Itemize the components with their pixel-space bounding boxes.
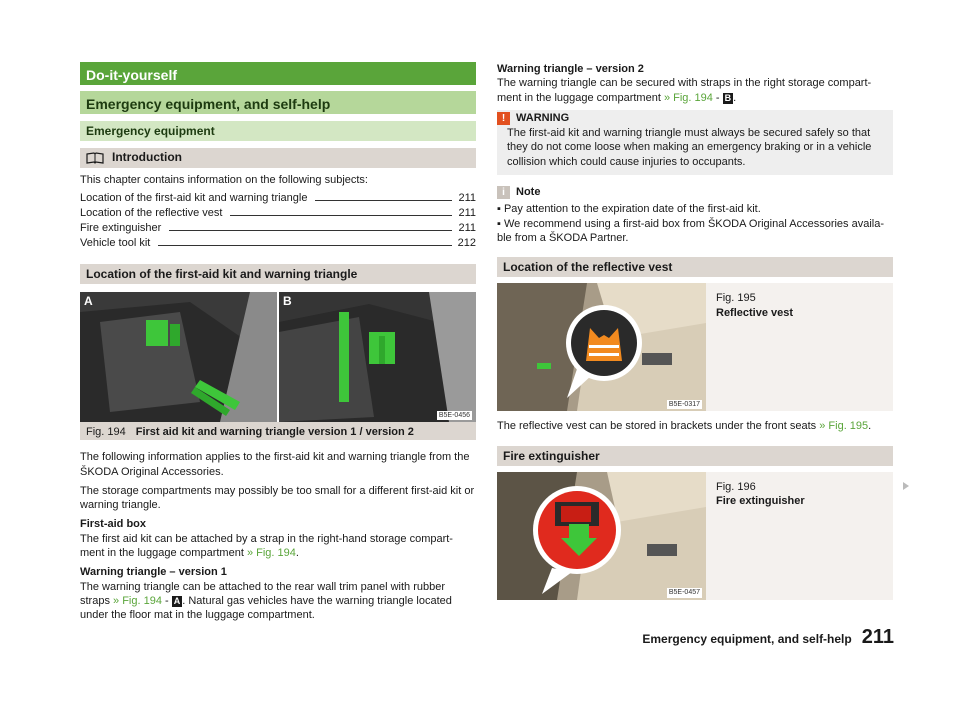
toc-list	[80, 190, 476, 250]
trunk-illustration-a	[80, 292, 277, 422]
figure-number: Fig. 195	[716, 292, 756, 305]
wt1-heading: Warning triangle – version 1	[80, 566, 227, 579]
page-footer	[642, 624, 894, 650]
wt2-heading: Warning triangle – version 2	[497, 63, 644, 75]
fire-heading: Fire extinguisher	[497, 446, 893, 466]
right-column	[497, 62, 893, 600]
footer-title: Emergency equipment, and self-help	[642, 632, 852, 646]
book-icon	[86, 152, 104, 164]
toc-item[interactable]: Location of the reflective vest 211	[80, 207, 476, 219]
left-column	[80, 62, 476, 623]
warning-icon: !	[497, 112, 510, 125]
trunk-illustration-b	[279, 292, 476, 422]
figure-title: First aid kit and warning triangle version 1 / version 2	[135, 426, 414, 439]
figure-link[interactable]: » Fig. 194	[663, 91, 713, 104]
seat-extinguisher-illustration	[497, 472, 706, 600]
figure-195-image: B5E-0317	[497, 283, 706, 411]
toc-item[interactable]: Location of the first-aid kit and warning triangle 211	[80, 192, 476, 204]
continue-arrow-icon	[903, 482, 909, 490]
figure-196-image: B5E-0457	[497, 472, 706, 600]
panel-badge-b: B	[724, 92, 732, 103]
firstaid-heading: First-aid box	[80, 518, 147, 531]
figure-195-caption	[706, 283, 803, 411]
figure-title: Fire extinguisher	[716, 494, 805, 507]
figure-194-panel-b: B B5E-0456	[279, 292, 476, 422]
figure-194-panel-a: A	[80, 292, 277, 422]
note-item: ▪ Pay attention to the expiration date of the first-aid kit.	[497, 203, 761, 216]
figure-link[interactable]: » Fig. 195	[819, 420, 869, 433]
figure-195	[497, 283, 893, 411]
warning-box	[497, 110, 893, 175]
vest-heading: Location of the reflective vest	[497, 257, 893, 277]
info-icon: i	[497, 186, 510, 199]
note-title: Note	[516, 186, 541, 199]
warning-title: WARNING	[516, 111, 570, 124]
figure-194-caption	[80, 422, 476, 440]
figure-196	[497, 472, 893, 600]
toc-item[interactable]: Vehicle tool kit 212	[80, 237, 476, 249]
toc-item[interactable]: Fire extinguisher 211	[80, 222, 476, 234]
figure-link[interactable]: » Fig. 194	[113, 594, 162, 607]
warning-text: The first-aid kit and warning triangle must always be secured safely so that they do not come loose when making an emergency braking or in a vehicle collision which could cause injuries to occupants.	[507, 127, 872, 168]
subsection-heading: Emergency equipment	[80, 121, 476, 141]
wt2-text: The warning triangle can be secured with straps in the right storage compart-ment in the luggage compartment » Fig. 194 - B .	[497, 77, 872, 104]
figure-link[interactable]: » Fig. 194	[246, 547, 296, 560]
figure-194	[80, 292, 476, 422]
paragraph: The storage compartments may possibly be too small for a different first-aid kit or warning triangle.	[80, 484, 475, 512]
vest-text: The reflective vest can be stored in brackets under the front seats » Fig. 195.	[497, 420, 872, 433]
location-heading: Location of the first-aid kit and warning triangle	[80, 264, 476, 284]
figure-title: Reflective vest	[716, 306, 794, 319]
note-item: ▪ We recommend using a first-aid box from ŠKODA Original Accessories availa-ble from a ŠKODA Partner.	[497, 217, 885, 244]
wt1-text: The warning triangle can be attached to the rear wall trim panel with rubber straps » Fig. 194 - A . Natural gas vehicles have the warning triangle located under the floor mat in the luggage compartment.	[80, 580, 452, 622]
figure-number: Fig. 196	[716, 480, 756, 493]
firstaid-text: The first aid kit can be attached by a strap in the right-hand storage compart-ment in the luggage compartment » Fig. 194.	[80, 532, 453, 560]
page-number: 211	[861, 626, 894, 648]
figure-196-caption	[706, 472, 815, 600]
seat-vest-illustration	[497, 283, 706, 411]
note-heading	[497, 185, 893, 199]
paragraph: The following information applies to the first-aid kit and warning triangle from the ŠKODA Original Accessories.	[80, 451, 470, 478]
panel-badge-a: A	[173, 595, 181, 606]
intro-heading	[80, 148, 476, 168]
intro-text: This chapter contains information on the following subjects:	[80, 174, 368, 186]
section-heading: Emergency equipment, and self-help	[80, 91, 476, 114]
intro-title: Introduction	[112, 150, 182, 165]
figure-number: Fig. 194	[86, 426, 126, 439]
chapter-heading: Do-it-yourself	[80, 62, 476, 85]
